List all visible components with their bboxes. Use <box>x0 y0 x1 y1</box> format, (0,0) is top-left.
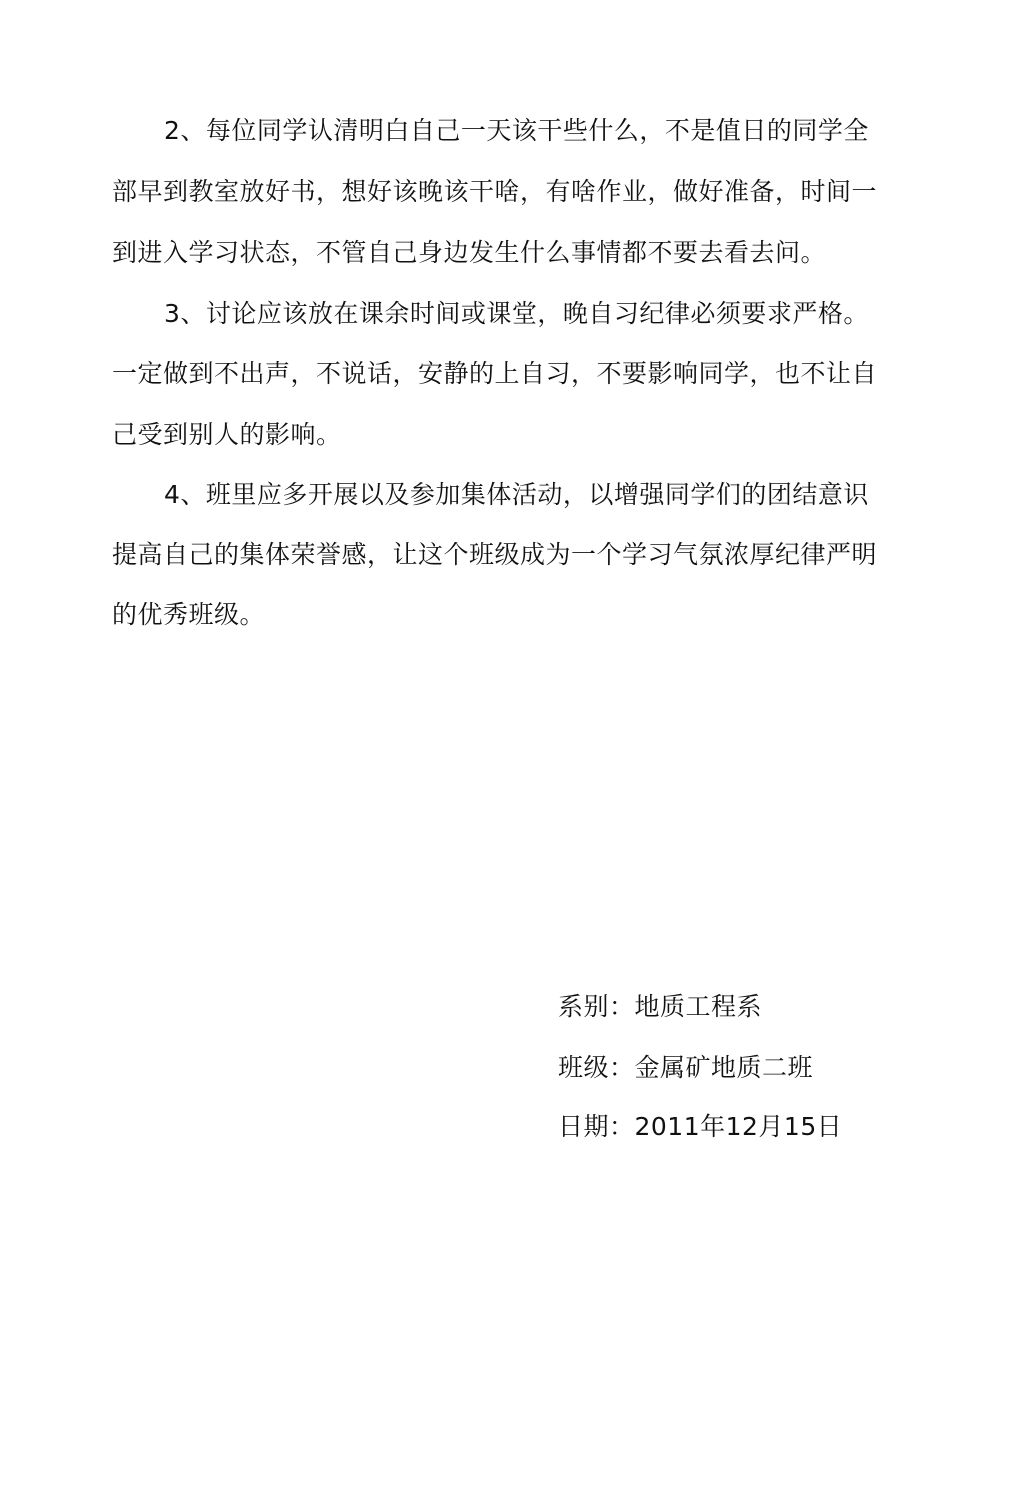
paragraph-2-line-2: 部早到教室放好书，想好该晚该干啥，有啥作业，做好准备，时间一 <box>112 177 878 206</box>
paragraph-2-line-3: 到进入学习状态，不管自己身边发生什么事情都不要去看去问。 <box>112 238 827 267</box>
paragraph-4-line-2: 提高自己的集体荣誉感，让这个班级成为一个学习气氛浓厚纪律严明 <box>112 540 878 569</box>
paragraph-4-line-3: 的优秀班级。 <box>112 600 266 629</box>
signature-class: 班级：金属矿地质二班 <box>558 1053 814 1082</box>
paragraph-2-line-1: 2、每位同学认清明白自己一天该干些什么，不是值日的同学全 <box>164 116 869 145</box>
signature-date: 日期：2011年12月15日 <box>558 1112 843 1141</box>
paragraph-3-line-2: 一定做到不出声，不说话，安静的上自习，不要影响同学，也不让自 <box>112 359 878 388</box>
paragraph-4-line-1: 4、班里应多开展以及参加集体活动，以增强同学们的团结意识 <box>164 480 869 509</box>
signature-department: 系别：地质工程系 <box>558 992 763 1021</box>
paragraph-3-line-1: 3、讨论应该放在课余时间或课堂，晚自习纪律必须要求严格。 <box>164 299 869 328</box>
paragraph-3-line-3: 己受到别人的影响。 <box>112 420 342 449</box>
